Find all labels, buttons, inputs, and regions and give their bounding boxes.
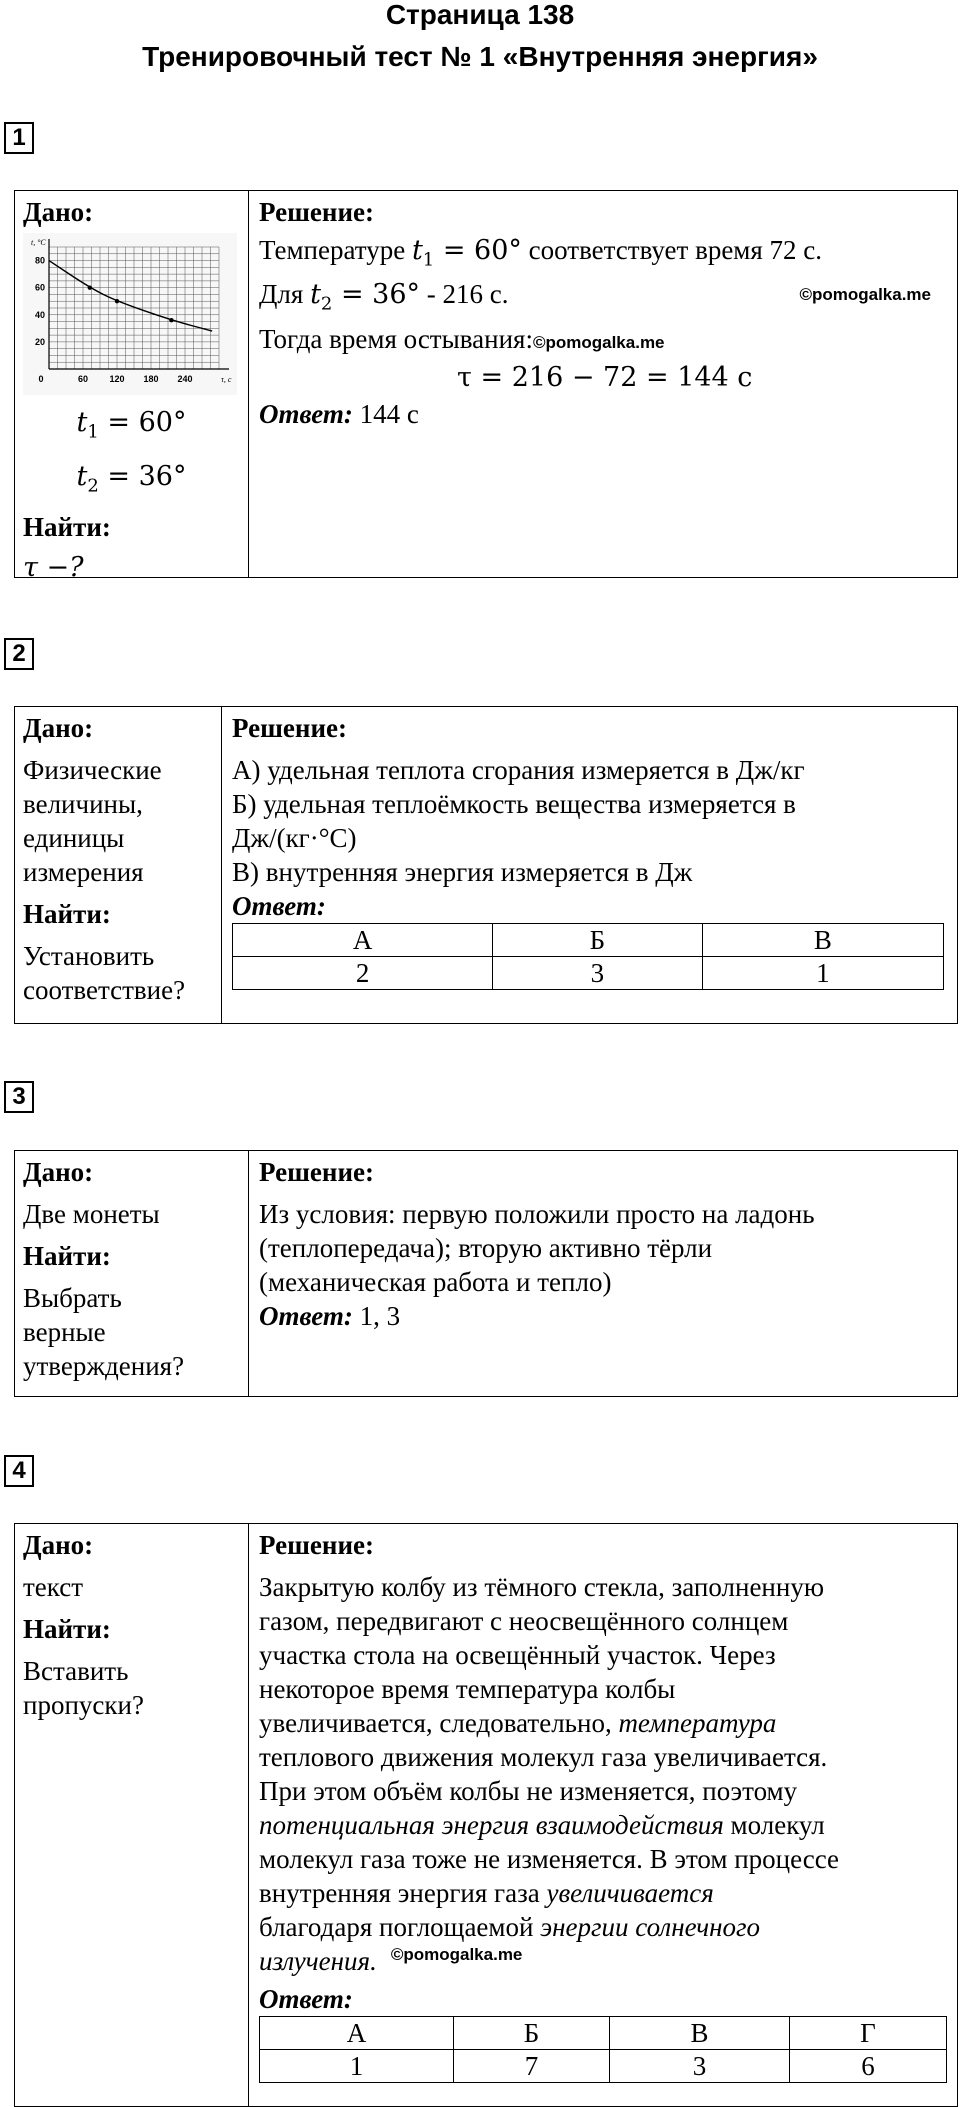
answer-label: Ответ: xyxy=(232,891,326,921)
solution-line: А) удельная теплота сгорания измеряется в Дж/кг xyxy=(232,755,805,785)
solution-line: увеличивается, следовательно, температура xyxy=(259,1708,777,1738)
given-label: Дано: xyxy=(23,713,94,743)
task-1-solution xyxy=(249,191,957,577)
solution-line: благодаря поглощаемой энергии солнечного xyxy=(259,1912,761,1942)
find-text-line: верные xyxy=(23,1317,106,1347)
task-number-3: 3 xyxy=(4,1081,34,1113)
answer-cell-header: Б xyxy=(493,924,703,957)
solution-line: (теплопередача); вторую активно тёрли xyxy=(259,1233,713,1263)
x-tick-label: 180 xyxy=(143,374,159,384)
solution-line: молекул газа тоже не изменяется. В этом процессе xyxy=(259,1844,840,1874)
solution-line: При этом объём колбы не изменяется, поэтому xyxy=(259,1776,798,1806)
solution-line: участка стола на освещённый участок. Через xyxy=(259,1640,776,1670)
x-tick-label: 240 xyxy=(177,374,193,384)
given-label: Дано: xyxy=(23,1157,94,1187)
answer-line: Ответ: 144 с xyxy=(259,398,419,429)
answer-table-header-row xyxy=(233,924,944,957)
find-text-line: Выбрать xyxy=(23,1283,122,1313)
solution-line: Тогда время остывания:©pomogalka.me xyxy=(259,323,665,354)
solution-line: Б) удельная теплоёмкость вещества измеряется в xyxy=(232,789,796,819)
cooling-curve xyxy=(49,261,212,331)
task-3-given xyxy=(15,1151,249,1396)
find-label: Найти: xyxy=(23,899,111,929)
answer-table xyxy=(259,2016,947,2083)
solution-line: Дж/(кг·°С) xyxy=(232,823,357,853)
answer-cell-header: В xyxy=(610,2017,790,2050)
solution-line: излучения. $^{©pomogalka.me}$ xyxy=(259,1945,523,1976)
given-text-line: Физические xyxy=(23,755,162,785)
task-2-given xyxy=(15,707,222,1023)
find-text-line: соответствие? xyxy=(23,975,186,1005)
page-title: Страница 138 xyxy=(385,0,575,30)
task-3-solution xyxy=(249,1151,957,1396)
solution-label: Решение: xyxy=(232,713,347,743)
data-point xyxy=(169,318,173,322)
answer-cell-value: 3 xyxy=(610,2050,790,2083)
answer-table-value-row xyxy=(260,2050,947,2083)
given-label: Дано: xyxy=(23,197,94,227)
y-tick-label: 80 xyxy=(34,255,45,266)
solution-line: (механическая работа и тепло) xyxy=(259,1267,612,1297)
given-text-line: величины, xyxy=(23,789,143,819)
task-number-1: 1 xyxy=(4,122,34,154)
answer-cell-value: 2 xyxy=(233,957,493,990)
solution-label: Решение: xyxy=(259,1530,374,1560)
find-label: Найти: xyxy=(23,1614,111,1644)
given-text-line: текст xyxy=(23,1572,84,1602)
given-text-line: единицы xyxy=(23,823,125,853)
answer-label: Ответ: xyxy=(259,1984,353,2014)
task-2-solution xyxy=(222,707,957,1023)
solution-line: Для $t_2 = 36^\circ - 216$ с. xyxy=(259,279,509,315)
given-label: Дано: xyxy=(23,1530,94,1560)
watermark: ©pomogalka.me xyxy=(532,332,665,352)
watermark: ©pomogalka.me xyxy=(799,285,931,305)
solution-line: Закрытую колбу из тёмного стекла, заполненную xyxy=(259,1572,824,1602)
given-t1: $t_1 = 60^\circ$ xyxy=(76,407,187,443)
page-subtitle: Тренировочный тест № 1 «Внутренняя энергия» xyxy=(142,41,818,72)
answer-cell-header: Б xyxy=(453,2017,609,2050)
find-label: Найти: xyxy=(23,511,111,542)
find-text-line: утверждения? xyxy=(23,1351,185,1381)
answer-table-header-row xyxy=(260,2017,947,2050)
answer-cell-value: 1 xyxy=(702,957,943,990)
solution-formula: τ = 216 − 72 = 144 с xyxy=(457,361,753,393)
find-text-line: пропуски? xyxy=(23,1690,144,1720)
find-text-line: Вставить xyxy=(23,1656,129,1686)
solution-label: Решение: xyxy=(259,1157,374,1187)
y-tick-label: 60 xyxy=(34,282,45,293)
watermark: ©pomogalka.me xyxy=(390,1945,523,1964)
given-t2: $t_2 = 36^\circ$ xyxy=(76,461,187,497)
given-text-line: Две монеты xyxy=(23,1199,160,1229)
answer-cell-header: А xyxy=(233,924,493,957)
x-tick-label: 120 xyxy=(109,374,125,384)
find-value: τ −? xyxy=(23,551,84,583)
solution-line: теплового движения молекул газа увеличивается. xyxy=(259,1742,828,1772)
answer-table-value-row xyxy=(233,957,944,990)
task-2 xyxy=(14,706,958,1024)
x-tick-label: 60 xyxy=(77,374,89,384)
task-3 xyxy=(14,1150,958,1397)
answer-cell-header: В xyxy=(702,924,943,957)
answer-table xyxy=(232,923,944,990)
task-number-4: 4 xyxy=(4,1455,34,1487)
answer-cell-header: Г xyxy=(789,2017,946,2050)
solution-line: Температуре $t_1 = 60^\circ$ соответствует время 72 с. xyxy=(259,235,823,271)
answer-cell-value: 6 xyxy=(789,2050,946,2083)
solution-line: газом, передвигают с неосвещённого солнцем xyxy=(259,1606,789,1636)
data-point xyxy=(88,285,92,289)
solution-line: В) внутренняя энергия измеряется в Дж xyxy=(232,857,693,887)
y-tick-label: 20 xyxy=(34,336,45,347)
task-4-given xyxy=(15,1524,249,2106)
y-axis-label: t, °C xyxy=(31,238,46,247)
answer-line: Ответ: 1, 3 xyxy=(259,1301,401,1331)
answer-cell-value: 3 xyxy=(493,957,703,990)
x-tick-label: 0 xyxy=(38,374,44,384)
solution-label: Решение: xyxy=(259,197,374,227)
find-text-line: Установить xyxy=(23,941,155,971)
solution-line: внутренняя энергия газа увеличивается xyxy=(259,1878,714,1908)
given-text-line: измерения xyxy=(23,857,144,887)
task-number-2: 2 xyxy=(4,638,34,670)
task-4-solution xyxy=(249,1524,957,2106)
answer-cell-value: 1 xyxy=(260,2050,454,2083)
solution-line: потенциальная энергия взаимодействия молекул xyxy=(259,1810,825,1840)
find-label: Найти: xyxy=(23,1241,111,1271)
solution-line: некоторое время температура колбы xyxy=(259,1674,676,1704)
solution-line: Из условия: первую положили просто на ладонь xyxy=(259,1199,815,1229)
answer-cell-value: 7 xyxy=(453,2050,609,2083)
task-1-given xyxy=(15,191,249,583)
task-1 xyxy=(14,190,958,583)
answer-cell-header: А xyxy=(260,2017,454,2050)
x-axis-label: τ, с xyxy=(221,375,232,384)
task-4 xyxy=(14,1523,958,2107)
data-point xyxy=(115,299,119,303)
cooling-chart xyxy=(23,233,237,395)
y-tick-label: 40 xyxy=(34,309,45,320)
